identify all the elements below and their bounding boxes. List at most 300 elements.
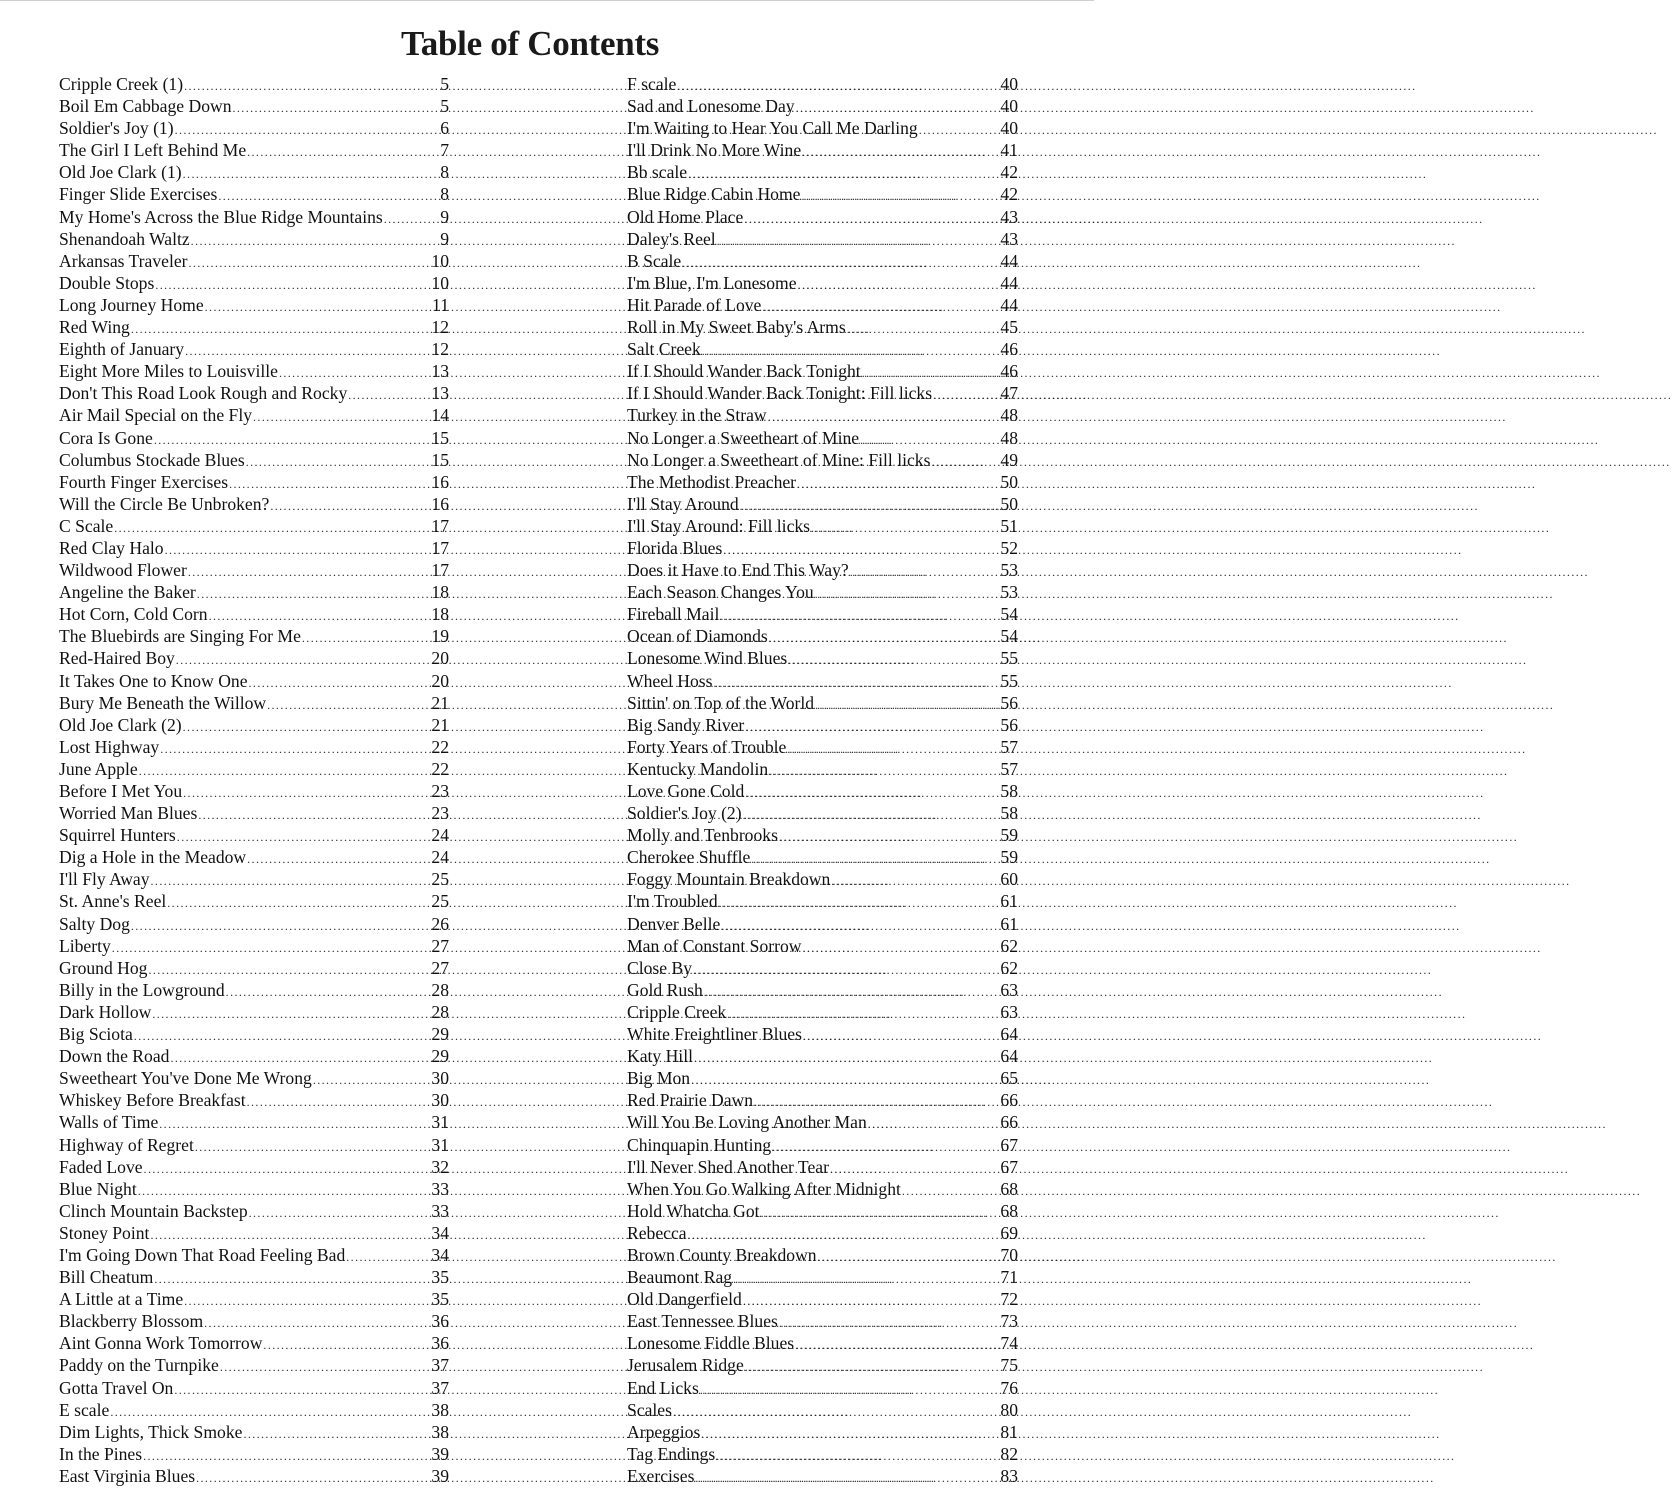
toc-entry bbox=[59, 714, 449, 736]
toc-entry bbox=[59, 493, 449, 515]
toc-entry-page-number: 52 bbox=[1000, 537, 1018, 558]
toc-entry-title: Wheel Hoss bbox=[627, 670, 713, 691]
dot-leader bbox=[862, 362, 1000, 384]
toc-entry-title: Turkey in the Straw bbox=[627, 405, 767, 426]
toc-entry-page-number: 31 bbox=[431, 1134, 449, 1155]
toc-entry bbox=[627, 1266, 1018, 1288]
toc-entry bbox=[627, 294, 1018, 316]
toc-entry-title: I'm Blue, I'm Lonesome bbox=[627, 272, 797, 293]
dot-leader bbox=[183, 782, 430, 804]
toc-entry-page-number: 28 bbox=[431, 979, 449, 1000]
dot-leader bbox=[688, 1224, 1000, 1246]
toc-entry bbox=[59, 360, 449, 382]
toc-entry-title: Katy Hill bbox=[627, 1046, 693, 1067]
toc-entry-title: No Longer a Sweetheart of Mine bbox=[627, 427, 860, 448]
toc-entry-page-number: 46 bbox=[1000, 339, 1018, 360]
toc-entry-title: Highway of Regret bbox=[59, 1134, 194, 1155]
toc-entry bbox=[59, 780, 449, 802]
toc-entry-page-number: 65 bbox=[1000, 1068, 1018, 1089]
toc-entry-page-number: 8 bbox=[440, 184, 449, 205]
dot-leader bbox=[191, 230, 440, 252]
toc-entry bbox=[59, 139, 449, 161]
toc-entry-title: Ground Hog bbox=[59, 957, 148, 978]
toc-entry bbox=[627, 979, 1018, 1001]
toc-entry bbox=[627, 625, 1018, 647]
toc-entry-page-number: 25 bbox=[431, 891, 449, 912]
toc-entry bbox=[59, 1354, 449, 1376]
toc-entry bbox=[627, 449, 1018, 471]
toc-entry-page-number: 56 bbox=[1000, 692, 1018, 713]
toc-entry bbox=[59, 824, 449, 846]
toc-entry-page-number: 53 bbox=[1000, 560, 1018, 581]
toc-entry-page-number: 15 bbox=[431, 449, 449, 470]
toc-entry-page-number: 47 bbox=[1000, 383, 1018, 404]
dot-leader bbox=[220, 1356, 431, 1378]
dot-leader bbox=[795, 1334, 999, 1356]
toc-entry-title: Lost Highway bbox=[59, 736, 160, 757]
toc-entry bbox=[627, 272, 1018, 294]
toc-entry bbox=[59, 228, 449, 250]
toc-entry-page-number: 38 bbox=[431, 1421, 449, 1442]
dot-leader bbox=[847, 318, 1000, 340]
toc-entry bbox=[627, 427, 1018, 449]
dot-leader bbox=[184, 75, 439, 97]
toc-entry bbox=[627, 1067, 1018, 1089]
toc-entry bbox=[627, 1288, 1018, 1310]
toc-entry bbox=[627, 935, 1018, 957]
dot-leader bbox=[183, 716, 431, 738]
toc-entry-page-number: 34 bbox=[431, 1222, 449, 1243]
toc-entry-page-number: 23 bbox=[431, 781, 449, 801]
toc-entry-page-number: 20 bbox=[431, 670, 449, 691]
toc-entry-page-number: 30 bbox=[431, 1090, 449, 1111]
toc-entry bbox=[627, 559, 1018, 581]
toc-entry-page-number: 61 bbox=[1000, 891, 1018, 912]
dot-leader bbox=[110, 1401, 430, 1423]
toc-entry-title: The Bluebirds are Singing For Me bbox=[59, 626, 301, 647]
dot-leader bbox=[787, 738, 999, 760]
toc-entry-title: Eight More Miles to Louisville bbox=[59, 361, 278, 382]
dot-leader bbox=[253, 406, 430, 428]
dot-leader bbox=[719, 892, 1000, 914]
dot-leader bbox=[720, 605, 999, 627]
dot-leader bbox=[167, 892, 430, 914]
dot-leader bbox=[189, 252, 431, 274]
toc-entry-title: If I Should Wander Back Tonight bbox=[627, 361, 861, 382]
dot-leader bbox=[801, 185, 999, 207]
toc-entry-page-number: 72 bbox=[1000, 1289, 1018, 1310]
dot-leader bbox=[112, 937, 431, 959]
toc-entry-page-number: 74 bbox=[1000, 1333, 1018, 1354]
toc-entry bbox=[59, 935, 449, 957]
toc-entry-title: Salt Creek bbox=[627, 339, 701, 360]
toc-entry-title: Long Journey Home bbox=[59, 294, 204, 315]
dot-leader bbox=[218, 185, 439, 207]
dot-leader bbox=[175, 119, 440, 141]
toc-entry-title: Billy in the Lowground bbox=[59, 979, 225, 1000]
dot-leader bbox=[704, 981, 1000, 1003]
dot-leader bbox=[702, 340, 1000, 362]
toc-entry bbox=[627, 1023, 1018, 1045]
toc-entry-title: Man of Constant Sorrow bbox=[627, 935, 802, 956]
toc-entry-title: East Virginia Blues bbox=[59, 1465, 196, 1486]
toc-entry-page-number: 40 bbox=[1000, 96, 1018, 117]
dot-leader bbox=[270, 495, 430, 517]
toc-entry-title: It Takes One to Know One bbox=[59, 670, 248, 691]
toc-entry bbox=[59, 736, 449, 758]
toc-entry bbox=[59, 913, 449, 935]
toc-entry bbox=[627, 802, 1018, 824]
dot-leader bbox=[772, 1136, 999, 1158]
toc-entry-title: Roll in My Sweet Baby's Arms bbox=[627, 317, 846, 338]
dot-leader bbox=[159, 1113, 430, 1135]
toc-entry-page-number: 54 bbox=[1000, 626, 1018, 647]
toc-entry-title: Molly and Tenbrooks bbox=[627, 825, 778, 846]
toc-entry-page-number: 67 bbox=[1000, 1134, 1018, 1155]
toc-entry-page-number: 8 bbox=[440, 162, 449, 183]
toc-entry-page-number: 64 bbox=[1000, 1046, 1018, 1067]
dot-leader bbox=[902, 1180, 1000, 1202]
toc-entry bbox=[59, 250, 449, 272]
toc-entry-title: Brown County Breakdown bbox=[627, 1244, 817, 1265]
toc-entry-page-number: 21 bbox=[431, 692, 449, 713]
toc-entry-title: Love Gone Cold bbox=[627, 781, 745, 801]
toc-entry-page-number: 22 bbox=[431, 758, 449, 779]
toc-entry bbox=[59, 1156, 449, 1178]
toc-entry-page-number: 81 bbox=[1000, 1421, 1018, 1442]
toc-entry bbox=[59, 338, 449, 360]
toc-entry-page-number: 42 bbox=[1000, 162, 1018, 183]
dot-leader bbox=[247, 848, 430, 870]
toc-entry-title: Foggy Mountain Breakdown bbox=[627, 869, 831, 890]
toc-entry-page-number: 24 bbox=[431, 847, 449, 868]
toc-entry-page-number: 82 bbox=[1000, 1443, 1018, 1464]
toc-entry bbox=[59, 404, 449, 426]
toc-entry-title: Air Mail Special on the Fly bbox=[59, 405, 253, 426]
toc-entry-title: The Girl I Left Behind Me bbox=[59, 140, 247, 161]
toc-entry-page-number: 41 bbox=[1000, 140, 1018, 161]
toc-entry-title: Sad and Lonesome Day bbox=[627, 96, 795, 117]
toc-entry-title: Will You Be Loving Another Man bbox=[627, 1112, 867, 1133]
toc-entry-title: Scales bbox=[627, 1399, 672, 1420]
toc-entry bbox=[627, 846, 1018, 868]
toc-entry-page-number: 26 bbox=[431, 913, 449, 934]
toc-entry-page-number: 36 bbox=[431, 1333, 449, 1354]
dot-leader bbox=[717, 230, 1000, 252]
toc-entry-title: Blackberry Blossom bbox=[59, 1311, 204, 1332]
toc-entry bbox=[59, 1178, 449, 1200]
dot-leader bbox=[688, 163, 999, 185]
toc-entry-page-number: 44 bbox=[1000, 250, 1018, 271]
dot-leader bbox=[148, 959, 430, 981]
toc-entry-title: Walls of Time bbox=[59, 1112, 159, 1133]
dot-leader bbox=[131, 318, 431, 340]
toc-entry-title: June Apple bbox=[59, 758, 138, 779]
toc-entry bbox=[627, 1134, 1018, 1156]
dot-leader bbox=[716, 1445, 999, 1467]
toc-entry-page-number: 39 bbox=[431, 1443, 449, 1464]
dot-leader bbox=[691, 1069, 999, 1091]
toc-entry-page-number: 66 bbox=[1000, 1112, 1018, 1133]
toc-entry-title: Red Prairie Dawn bbox=[627, 1090, 754, 1111]
toc-entry-page-number: 32 bbox=[431, 1156, 449, 1177]
dot-leader bbox=[246, 451, 431, 473]
dot-leader bbox=[811, 517, 999, 539]
dot-leader bbox=[745, 782, 999, 804]
toc-entry-title: Paddy on the Turnpike bbox=[59, 1355, 219, 1376]
toc-entry bbox=[59, 890, 449, 912]
dot-leader bbox=[769, 627, 1000, 649]
toc-entry-page-number: 59 bbox=[1000, 825, 1018, 846]
toc-entry-page-number: 50 bbox=[1000, 471, 1018, 492]
toc-entry bbox=[59, 95, 449, 117]
toc-entry-page-number: 75 bbox=[1000, 1355, 1018, 1376]
toc-entry bbox=[59, 1443, 449, 1465]
toc-entry-title: I'll Drink No More Wine bbox=[627, 140, 802, 161]
toc-entry-page-number: 40 bbox=[1000, 74, 1018, 94]
dot-leader bbox=[788, 649, 999, 671]
toc-entry-page-number: 44 bbox=[1000, 272, 1018, 293]
toc-entry-page-number: 14 bbox=[431, 405, 449, 426]
dot-leader bbox=[195, 1136, 431, 1158]
toc-entry-title: Old Joe Clark (2) bbox=[59, 714, 182, 735]
toc-entry-page-number: 76 bbox=[1000, 1377, 1018, 1398]
toc-entry-title: Lonesome Wind Blues bbox=[627, 648, 788, 669]
toc-entry bbox=[59, 117, 449, 139]
dot-leader bbox=[802, 937, 999, 959]
toc-entry-title: I'll Stay Around bbox=[627, 493, 739, 514]
toc-entry-page-number: 53 bbox=[1000, 582, 1018, 603]
toc-entry bbox=[59, 758, 449, 780]
toc-entry bbox=[59, 161, 449, 183]
toc-entry-title: Whiskey Before Breakfast bbox=[59, 1090, 246, 1111]
toc-entry-title: I'll Never Shed Another Tear bbox=[627, 1156, 829, 1177]
toc-entry-title: St. Anne's Reel bbox=[59, 891, 167, 912]
dot-leader bbox=[152, 1003, 430, 1025]
toc-entry-page-number: 83 bbox=[1000, 1465, 1018, 1486]
dot-leader bbox=[754, 1091, 999, 1113]
toc-entry bbox=[627, 736, 1018, 758]
toc-entry-title: Exercises bbox=[627, 1465, 695, 1486]
toc-entry bbox=[627, 1443, 1018, 1465]
toc-entry bbox=[59, 1310, 449, 1332]
dot-leader bbox=[384, 208, 439, 230]
toc-entry bbox=[59, 1266, 449, 1288]
dot-leader bbox=[744, 208, 999, 230]
dot-leader bbox=[209, 605, 431, 627]
dot-leader bbox=[701, 1423, 999, 1445]
toc-entry-title: Beaumont Rag bbox=[627, 1267, 733, 1288]
toc-entry-title: I'll Stay Around: Fill licks bbox=[627, 515, 811, 536]
toc-entry-page-number: 73 bbox=[1000, 1311, 1018, 1332]
toc-entry bbox=[627, 1332, 1018, 1354]
toc-entry-title: Denver Belle bbox=[627, 913, 721, 934]
dot-leader bbox=[160, 738, 430, 760]
toc-entry-page-number: 11 bbox=[432, 294, 449, 315]
toc-entry-page-number: 37 bbox=[431, 1355, 449, 1376]
dot-leader bbox=[803, 1025, 999, 1047]
dot-leader bbox=[779, 1312, 1000, 1334]
toc-entry-page-number: 31 bbox=[431, 1112, 449, 1133]
toc-entry-title: Daley's Reel bbox=[627, 228, 716, 249]
toc-entry bbox=[627, 758, 1018, 780]
dot-leader bbox=[931, 451, 999, 473]
toc-entry-title: Arpeggios bbox=[627, 1421, 701, 1442]
toc-entry-title: Forty Years of Trouble bbox=[627, 736, 787, 757]
dot-leader bbox=[263, 1334, 430, 1356]
toc-entry bbox=[627, 1465, 1018, 1487]
toc-entry bbox=[59, 294, 449, 316]
toc-entry bbox=[627, 73, 1018, 95]
toc-entry-page-number: 57 bbox=[1000, 758, 1018, 779]
toc-entry-title: Rebecca bbox=[627, 1222, 687, 1243]
toc-entry-page-number: 42 bbox=[1000, 184, 1018, 205]
toc-entry bbox=[59, 1111, 449, 1133]
toc-entry bbox=[59, 846, 449, 868]
dot-leader bbox=[139, 760, 431, 782]
toc-entry-title: I'm Troubled bbox=[627, 891, 718, 912]
toc-entry-title: Kentucky Mandolin bbox=[627, 758, 769, 779]
toc-entry-title: Big Sciota bbox=[59, 1024, 133, 1045]
toc-entry-title: Sweetheart You've Done Me Wrong bbox=[59, 1068, 312, 1089]
dot-leader bbox=[745, 716, 999, 738]
toc-entry-title: Old Dangerfield bbox=[627, 1289, 742, 1310]
toc-entry-title: Blue Ridge Cabin Home bbox=[627, 184, 801, 205]
toc-entry-title: Bb scale bbox=[627, 162, 688, 183]
toc-entry bbox=[627, 1399, 1018, 1421]
toc-entry-title: Dig a Hole in the Meadow bbox=[59, 847, 247, 868]
toc-entry bbox=[627, 360, 1018, 382]
toc-entry-page-number: 55 bbox=[1000, 648, 1018, 669]
dot-leader bbox=[155, 274, 430, 296]
dot-leader bbox=[204, 1312, 430, 1334]
dot-leader bbox=[779, 826, 999, 848]
toc-entry-page-number: 12 bbox=[431, 339, 449, 360]
toc-entry-page-number: 58 bbox=[1000, 803, 1018, 824]
dot-leader bbox=[723, 539, 999, 561]
toc-entry bbox=[627, 117, 1018, 139]
toc-entry bbox=[59, 692, 449, 714]
toc-entry bbox=[627, 913, 1018, 935]
toc-entry bbox=[59, 670, 449, 692]
dot-leader bbox=[831, 870, 999, 892]
toc-entry-page-number: 68 bbox=[1000, 1178, 1018, 1199]
toc-entry-page-number: 13 bbox=[431, 361, 449, 382]
toc-entry-title: Arkansas Traveler bbox=[59, 250, 188, 271]
dot-leader bbox=[150, 1224, 430, 1246]
toc-entry bbox=[627, 161, 1018, 183]
dot-leader bbox=[802, 141, 999, 163]
toc-entry-page-number: 17 bbox=[431, 537, 449, 558]
toc-entry-title: Worried Man Blues bbox=[59, 803, 198, 824]
dot-leader bbox=[243, 1423, 430, 1445]
dot-leader bbox=[797, 473, 999, 495]
toc-entry-page-number: 7 bbox=[440, 140, 449, 161]
toc-entry-title: Soldier's Joy (2) bbox=[627, 803, 742, 824]
toc-entry-page-number: 20 bbox=[431, 648, 449, 669]
toc-entry-title: Fourth Finger Exercises bbox=[59, 471, 229, 492]
toc-entry-page-number: 64 bbox=[1000, 1024, 1018, 1045]
toc-entry-page-number: 16 bbox=[431, 471, 449, 492]
toc-entry-title: Cripple Creek bbox=[627, 1001, 727, 1022]
toc-entry-title: Liberty bbox=[59, 935, 111, 956]
dot-leader bbox=[346, 1246, 430, 1268]
toc-entry bbox=[627, 250, 1018, 272]
dot-leader bbox=[694, 1047, 999, 1069]
dot-leader bbox=[151, 870, 431, 892]
toc-entry-page-number: 35 bbox=[431, 1267, 449, 1288]
toc-entry bbox=[59, 1421, 449, 1443]
toc-entry bbox=[59, 625, 449, 647]
toc-entry-page-number: 35 bbox=[431, 1289, 449, 1310]
dot-leader bbox=[165, 539, 431, 561]
toc-entry-page-number: 29 bbox=[431, 1046, 449, 1067]
toc-entry-page-number: 18 bbox=[431, 582, 449, 603]
toc-entry-title: Dim Lights, Thick Smoke bbox=[59, 1421, 243, 1442]
dot-leader bbox=[868, 1113, 1000, 1135]
toc-entry bbox=[59, 1023, 449, 1045]
toc-entry bbox=[627, 1310, 1018, 1332]
toc-entry-page-number: 43 bbox=[1000, 206, 1018, 227]
page-title: Table of Contents bbox=[400, 24, 660, 63]
toc-entry bbox=[627, 670, 1018, 692]
toc-entry bbox=[627, 1001, 1018, 1023]
toc-entry-title: Gotta Travel On bbox=[59, 1377, 174, 1398]
toc-entry-title: Old Joe Clark (1) bbox=[59, 162, 182, 183]
toc-entry-page-number: 10 bbox=[431, 272, 449, 293]
dot-leader bbox=[233, 97, 440, 119]
toc-entry-title: C Scale bbox=[59, 515, 114, 536]
toc-entry-title: Jerusalem Ridge bbox=[627, 1355, 744, 1376]
dot-leader bbox=[682, 252, 999, 274]
toc-entry-title: Chinquapin Hunting bbox=[627, 1134, 772, 1155]
toc-entry-title: Sittin' on Top of the World bbox=[627, 692, 815, 713]
toc-entry-page-number: 62 bbox=[1000, 935, 1018, 956]
toc-entry-page-number: 66 bbox=[1000, 1090, 1018, 1111]
toc-entry-title: Big Sandy River bbox=[627, 714, 745, 735]
toc-entry-title: Blue Night bbox=[59, 1178, 137, 1199]
dot-leader bbox=[226, 981, 431, 1003]
toc-entry-page-number: 70 bbox=[1000, 1244, 1018, 1265]
toc-entry-title: Squirrel Hunters bbox=[59, 825, 176, 846]
toc-entry-title: Each Season Changes You bbox=[627, 582, 814, 603]
toc-entry-title: Soldier's Joy (1) bbox=[59, 118, 174, 139]
toc-entry-page-number: 61 bbox=[1000, 913, 1018, 934]
toc-entry bbox=[59, 957, 449, 979]
dot-leader bbox=[727, 1003, 999, 1025]
toc-entry-title: Old Home Place bbox=[627, 206, 744, 227]
dot-leader bbox=[743, 1290, 1000, 1312]
toc-entry-title: Red-Haired Boy bbox=[59, 648, 175, 669]
toc-entry bbox=[627, 1244, 1018, 1266]
toc-entry bbox=[627, 493, 1018, 515]
toc-entry-title: Ocean of Diamonds bbox=[627, 626, 768, 647]
dot-leader bbox=[743, 804, 1000, 826]
toc-entry-title: Cora Is Gone bbox=[59, 427, 153, 448]
toc-entry-title: Will the Circle Be Unbroken? bbox=[59, 493, 270, 514]
toc-entry bbox=[627, 1089, 1018, 1111]
toc-entry-title: When You Go Walking After Midnight bbox=[627, 1178, 901, 1199]
toc-entry bbox=[627, 382, 1018, 404]
toc-entry bbox=[627, 1421, 1018, 1443]
toc-entry bbox=[59, 316, 449, 338]
toc-entry bbox=[59, 581, 449, 603]
toc-entry-page-number: 43 bbox=[1000, 228, 1018, 249]
toc-entry bbox=[627, 471, 1018, 493]
dot-leader bbox=[183, 163, 440, 185]
dot-leader bbox=[196, 1467, 430, 1489]
toc-entry-page-number: 33 bbox=[431, 1178, 449, 1199]
